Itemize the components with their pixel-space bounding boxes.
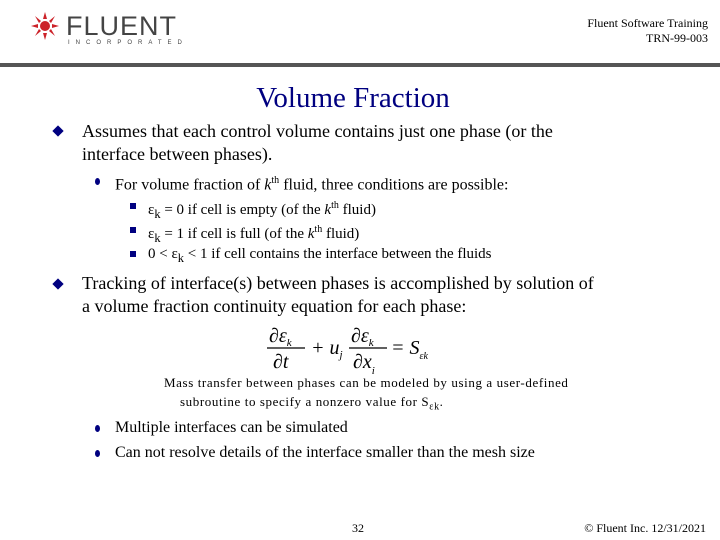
square-bullet-icon <box>130 227 136 233</box>
cond-sup: th <box>314 224 323 235</box>
note-line2-end: . <box>439 394 444 409</box>
cond-sub: k <box>177 251 185 265</box>
dot-bullet-icon <box>95 425 100 432</box>
note-line2 <box>180 393 444 417</box>
page-number: 32 <box>352 521 364 535</box>
sub-text-pre: For volume fraction of <box>115 176 265 194</box>
eq-s-sub: εk <box>419 351 428 362</box>
eq-num2-sub: k <box>368 337 374 349</box>
square-bullet-icon <box>130 251 136 257</box>
header-divider <box>0 63 720 67</box>
cond-k: k <box>307 226 315 242</box>
cond-text: < 1 if cell contains the interface between the fluids <box>184 246 492 262</box>
bullet1-line1: Assumes that each control volume contains just one phase (or the <box>82 121 553 141</box>
eq-den2: ∂x <box>353 351 372 373</box>
diamond-bullet-icon <box>52 278 63 289</box>
eq-num1-sub: k <box>286 337 292 349</box>
cond-end: fluid) <box>338 202 376 218</box>
cond-end: fluid) <box>322 226 360 242</box>
bullet1-line2: interface between phases). <box>82 144 273 164</box>
cond-sub: k <box>154 207 161 221</box>
svg-text:+ uj <box>311 337 343 361</box>
square-bullet-icon <box>130 203 136 209</box>
svg-text:= Sεk <box>391 337 428 362</box>
dot-bullet-icon <box>95 178 100 185</box>
eq-num2: ∂ε <box>351 325 369 347</box>
logo-subtext: INCORPORATED <box>68 40 188 46</box>
doc-code: TRN-99-003 <box>646 31 708 45</box>
cond-eps: ε <box>148 226 155 242</box>
cond-k: k <box>324 202 332 218</box>
eq-equals-s: = S <box>391 337 420 359</box>
continuity-equation <box>265 322 445 378</box>
bullet3-item-0: Multiple interfaces can be simulated <box>115 419 348 436</box>
svg-text:∂εk <box>351 325 375 349</box>
note-line1: Mass transfer between phases can be modeled by using a user-defined <box>164 375 569 390</box>
bullet2-line2: a volume fraction continuity equation for each phase: <box>82 296 467 316</box>
bullet2-line1: Tracking of interface(s) between phases is accomplished by solution of <box>82 273 594 293</box>
cond-eps: 0 < ε <box>148 246 178 262</box>
note-line2-text: subroutine to specify a nonzero value for S <box>180 394 430 409</box>
eq-u-sub: j <box>339 349 343 361</box>
slide-title: Volume Fraction <box>256 82 450 114</box>
bullet3-item-1: Can not resolve details of the interface smaller than the mesh size <box>115 444 535 461</box>
cond-sub: k <box>154 231 161 245</box>
svg-text:∂εk <box>269 325 293 349</box>
sub-text-post: fluid, three conditions are possible: <box>279 176 509 194</box>
dot-bullet-icon <box>95 450 100 457</box>
cond-text: = 0 if cell is empty (of the <box>160 202 325 218</box>
logo-text: FLUENT <box>66 11 178 41</box>
eq-num1: ∂ε <box>269 325 287 347</box>
equation-graphic <box>265 322 445 378</box>
eq-den2-sub: i <box>371 365 375 377</box>
diamond-bullet-icon <box>52 125 63 136</box>
copyright: © Fluent Inc. 12/31/2021 <box>584 521 706 535</box>
sub-sup: th <box>271 175 280 186</box>
condition-interface <box>148 244 492 268</box>
eq-plus-u: + u <box>311 337 340 359</box>
header-info <box>587 16 708 46</box>
eq-den1: ∂t <box>273 351 289 373</box>
training-label: Fluent Software Training <box>587 16 708 30</box>
note-line2-sub: εk <box>429 401 440 413</box>
bullet1-sub <box>115 171 508 195</box>
cond-sup: th <box>331 200 339 211</box>
cond-eps: ε <box>148 202 155 218</box>
sub-k: k <box>264 176 272 194</box>
cond-text: = 1 if cell is full (of the <box>160 226 308 242</box>
fluent-logo <box>30 10 188 50</box>
